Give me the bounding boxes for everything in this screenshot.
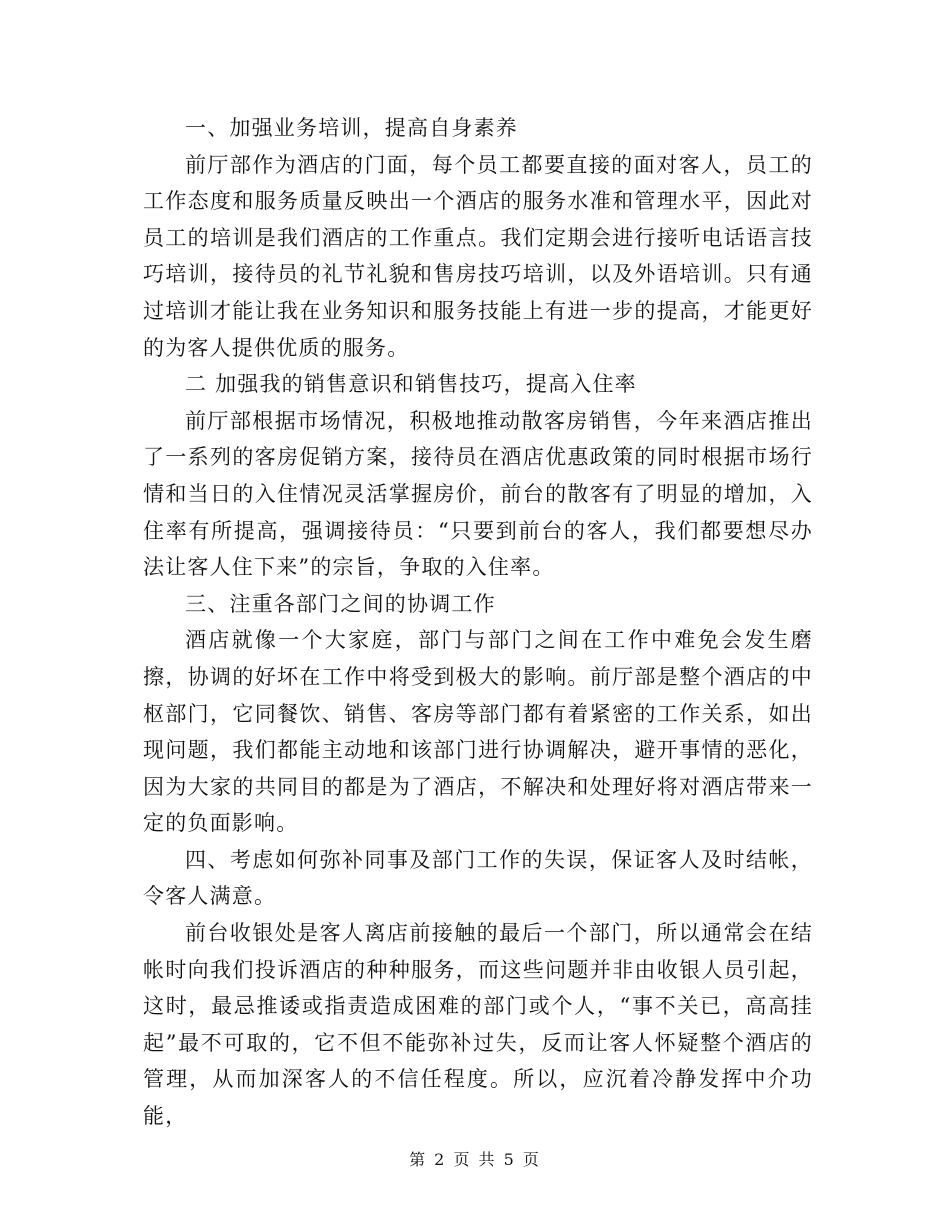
section-heading-3: 三、注重各部门之间的协调工作: [185, 591, 496, 616]
document-body: [143, 110, 813, 1135]
section-heading-1: 一、加强业务培训，提高自身素养: [185, 116, 518, 140]
section-heading-2: 二 加强我的销售意识和销售技巧，提高入住率: [185, 372, 637, 397]
body-paragraph-3: 酒店就像一个大家庭，部门与部门之间在工作中难免会发生磨擦，协调的好坏在工作中将受到极大的影响。前厅部是整个酒店的中枢部门，它同餐饮、销售、客房等部门都有着紧密的工作关系，如出现问题，我们都能主动地和该部门进行协调解决，避开事情的恶化，因为大家的共同目的都是为了酒店，不解决和处理好将对酒店带来一定的负面影响。: [143, 628, 813, 836]
page-number-footer: 第 2 页 共 5 页: [409, 1150, 541, 1169]
section-heading-4: 四、考虑如何弥补同事及部门工作的失误，保证客人及时结帐，令客人满意。: [143, 847, 813, 909]
body-paragraph-1: 前厅部作为酒店的门面，每个员工都要直接的面对客人，员工的工作态度和服务质量反映出一个酒店的服务水准和管理水平，因此对员工的培训是我们酒店的工作重点。我们定期会进行接听电话语言技巧培训，接待员的礼节礼貌和售房技巧培训，以及外语培训。只有通过培训才能让我在业务知识和服务技能上有进一步的提高，才能更好的为客人提供优质的服务。: [143, 152, 813, 360]
body-paragraph-2: 前厅部根据市场情况，积极地推动散客房销售，今年来酒店推出了一系列的客房促销方案，接待员在酒店优惠政策的同时根据市场行情和当日的入住情况灵活掌握房价，前台的散客有了明显的增加，入住率有所提高，强调接待员：“只要到前台的客人，我们都要想尽办法让客人住下来”的宗旨，争取的入住率。: [143, 408, 813, 580]
body-paragraph-4: 前台收银处是客人离店前接触的最后一个部门，所以通常会在结帐时向我们投诉酒店的种种服务，而这些问题并非由收银人员引起，这时，最忌推诿或指责造成困难的部门或个人，“事不关已，高高挂起”最不可取的，它不但不能弥补过失，反而让客人怀疑整个酒店的管理，从而加深客人的不信任程度。所以，应沉着冷静发挥中介功能，: [143, 921, 813, 1129]
